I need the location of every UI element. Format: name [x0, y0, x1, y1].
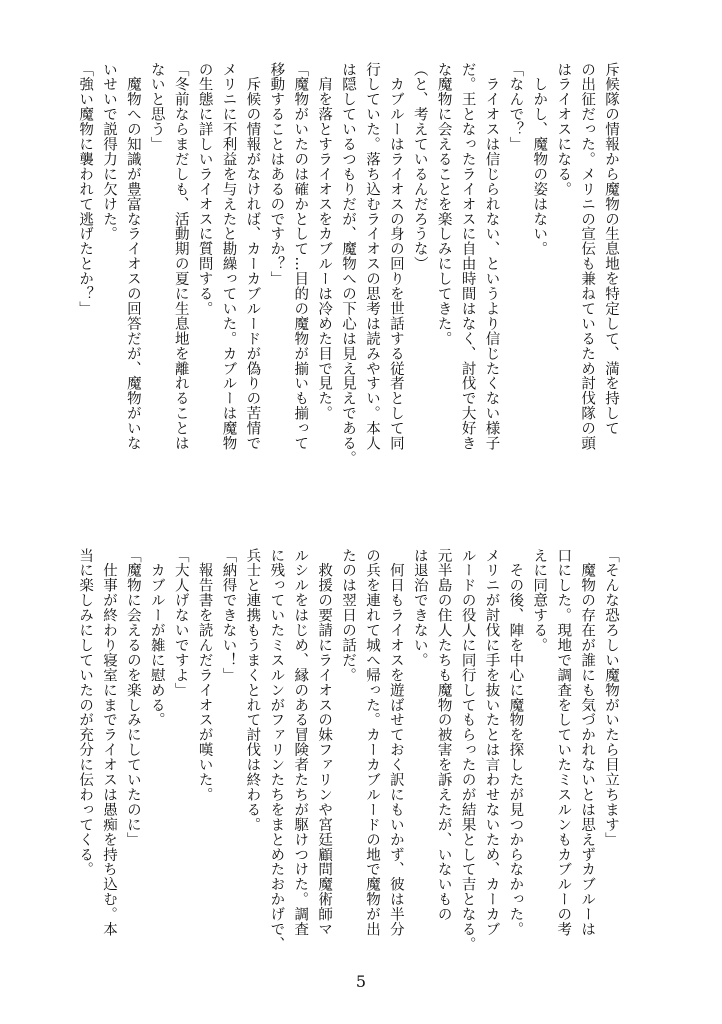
text-line: の生態に詳しいライオスに質問する。 — [196, 62, 213, 317]
text-line: に残っていたミスルンがファリンたちをまとめたおかげで、 — [268, 548, 285, 952]
text-line: 魔物の存在が誰にも気づかれないとは思えずカブルーは — [579, 548, 596, 937]
text-line: カブルーはライオスの身の回りを世話する従者として同 — [387, 62, 404, 451]
text-line: （と、考えているんだろうな） — [411, 62, 428, 272]
text-line: 「そんな恐ろしい魔物がいたら目立ちます」 — [603, 548, 619, 847]
text-block-upper — [77, 62, 622, 502]
text-line: 仕事が終わり寝室にまでライオスは愚痴を持ち込む。本 — [100, 548, 117, 937]
text-line: えに同意する。 — [531, 548, 548, 653]
text-line: 「なんで？」 — [507, 62, 524, 152]
text-line: 「大人げないですよ」 — [172, 548, 189, 698]
text-line: はライオスになる。 — [555, 62, 572, 197]
text-line: 報告書を読んだライオスが嘆いた。 — [196, 548, 213, 803]
text-line: メリニに不利益を与えたと勘繰っていた。カブルーは魔物 — [220, 62, 237, 451]
text-line: の兵を連れて城へ帰った。カーカブルードの地で魔物が出 — [363, 548, 380, 937]
text-line: 斥候隊の情報から魔物の生息地を特定して、満を持して — [603, 62, 619, 436]
text-line: 「魔物がいたのは確かとして…目的の魔物が揃いも揃って — [292, 62, 309, 451]
text-line: メリニが討伐に手を抜いたとは言わせないため、カーカブ — [483, 548, 500, 937]
text-line: ルシルをはじめ、縁のある冒険者たちが駆けつけた。調査 — [292, 548, 309, 937]
text-line: 口にした。現地で調査をしていたミスルンもカブルーの考 — [555, 548, 572, 937]
text-line: な魔物に会えることを楽しみにしてきた。 — [435, 62, 452, 347]
text-line: 「魔物に会えるのを楽しみにしていたのに」 — [124, 548, 141, 847]
text-line: たのは翌日の話だ。 — [340, 548, 357, 683]
text-line: ルードの役人に同行してもらったのが結果として吉となる。 — [459, 548, 476, 952]
text-line: いせいで説得力に欠けた。 — [100, 62, 117, 242]
text-line: 「強い魔物に襲われて逃げたとか？」 — [77, 62, 94, 317]
text-line: 行していた。落ち込むライオスの思考は読みやすい。本人 — [363, 62, 380, 451]
text-line: 救援の要請にライオスの妹ファリンや宮廷顧問魔術師マ — [316, 548, 333, 937]
text-line: 魔物への知識が豊富なライオスの回答だが、魔物がいな — [124, 62, 141, 451]
text-line: ライオスは信じられない、というより信じたくない様子 — [483, 62, 500, 451]
text-line: その後、陣を中心に魔物を探したが見つからなかった。 — [507, 548, 524, 937]
text-line: カブルーが雑に慰める。 — [148, 548, 165, 728]
text-line: 何日もライオスを遊ばせておく訳にもいかず、彼は半分 — [387, 548, 404, 937]
text-line: 当に楽しみにしていたのが充分に伝わってくる。 — [77, 548, 94, 877]
text-line: は隠しているつもりだが、魔物への下心は見え見えである。 — [340, 62, 357, 466]
text-line: だ。王となったライオスに自由時間はなく、討伐で大好き — [459, 62, 476, 451]
text-line: は退治できない。 — [411, 548, 428, 668]
text-line: 「冬前ならまだしも、活動期の夏に生息地を離れることは — [172, 62, 189, 451]
page-number: 5 — [355, 972, 367, 991]
text-line: 斥候の情報がなければ、カーカブルードが偽りの苦情で — [244, 62, 261, 451]
text-line: 肩を落とすライオスをカブルーは冷めた目で見た。 — [316, 62, 333, 421]
text-line: の出征だった。メリニの宣伝も兼ねているため討伐隊の頭 — [579, 62, 596, 451]
text-line: 元半島の住人たちも魔物の被害を訴えたが、いないもの — [435, 548, 452, 922]
text-line: 「納得できない！」 — [220, 548, 237, 683]
text-line: 兵士と連携もうまくとれて討伐は終わる。 — [244, 548, 261, 833]
text-block-lower — [77, 548, 622, 956]
text-line: 移動することはあるのですか？」 — [268, 62, 285, 287]
text-line: しかし、魔物の姿はない。 — [531, 62, 548, 257]
text-line: ないと思う」 — [148, 62, 165, 152]
